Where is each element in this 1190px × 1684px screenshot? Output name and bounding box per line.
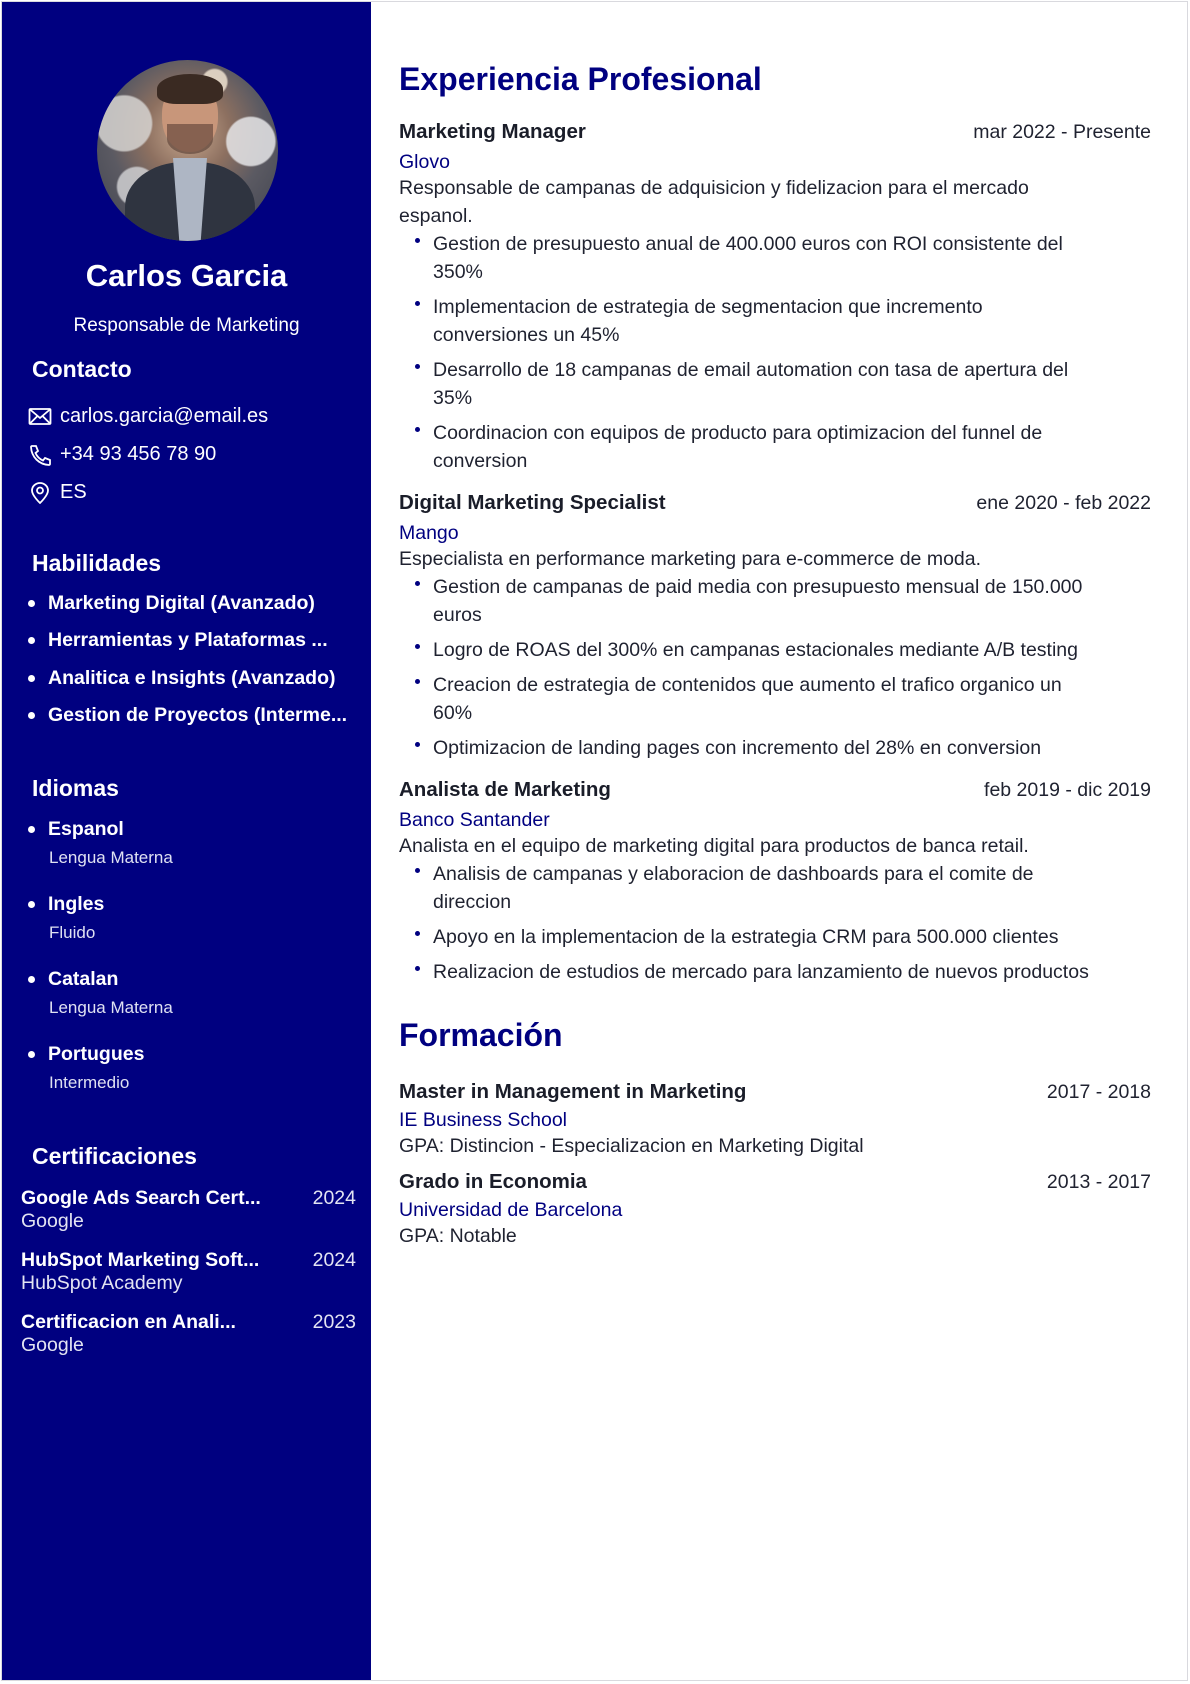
achievement-item: Apoyo en la implementacion de la estrategia CRM para 500.000 clientes <box>413 923 1091 951</box>
job-dates: mar 2022 - Presente <box>973 121 1151 143</box>
bullet-icon <box>28 901 35 908</box>
achievement-item: Coordinacion con equipos de producto para optimizacion del funnel de conversion <box>413 419 1091 475</box>
achievement-item: Implementacion de estrategia de segmentacion que incremento conversiones un 45% <box>413 293 1091 349</box>
job-description: Analista en el equipo de marketing digital para productos de banca retail. <box>399 835 1029 857</box>
education-dates: 2013 - 2017 <box>1046 1171 1151 1193</box>
achievement-list <box>399 230 1151 475</box>
certifications-heading: Certificaciones <box>32 1143 197 1169</box>
phone-icon <box>28 444 52 466</box>
company-name: Mango <box>399 522 459 544</box>
language-level: Intermedio <box>49 1073 130 1092</box>
experience-heading: Experiencia Profesional <box>399 61 762 97</box>
education-note: GPA: Distincion - Especializacion en Marketing Digital <box>399 1135 864 1157</box>
bullet-icon <box>28 1051 35 1058</box>
education-note: GPA: Notable <box>399 1225 517 1247</box>
language-level: Lengua Materna <box>49 998 173 1017</box>
profile-role: Responsable de Marketing <box>73 315 300 336</box>
profile-name: Carlos Garcia <box>85 258 288 293</box>
degree-title: Grado in Economia <box>399 1170 587 1193</box>
education-dates: 2017 - 2018 <box>1046 1081 1151 1103</box>
email-text: carlos.garcia@email.es <box>60 405 269 427</box>
achievement-item: Optimizacion de landing pages con incremento del 28% en conversion <box>413 734 1091 762</box>
job-description: Especialista en performance marketing para e-commerce de moda. <box>399 548 982 570</box>
bullet-icon <box>28 976 35 983</box>
skills-heading: Habilidades <box>32 550 162 576</box>
contact-location <box>28 481 87 504</box>
achievement-item: Analisis de campanas y elaboracion de dashboards para el comite de direccion <box>413 860 1091 916</box>
education-heading: Formación <box>399 1017 563 1053</box>
degree-title: Master in Management in Marketing <box>399 1080 747 1103</box>
certification-item: Google Ads Search Cert... 2024 Google <box>21 1187 356 1232</box>
bullet-icon <box>28 712 35 719</box>
location-pin-icon <box>28 482 52 504</box>
phone-text: +34 93 456 78 90 <box>60 443 217 465</box>
achievement-item: Logro de ROAS del 300% en campanas estacionales mediante A/B testing <box>413 636 1091 664</box>
achievement-item: Gestion de presupuesto anual de 400.000 euros con ROI consistente del 350% <box>413 230 1091 286</box>
skill-item: Gestion de Proyectos (Interme... <box>28 704 347 727</box>
achievement-item: Creacion de estrategia de contenidos que aumento el trafico organico un 60% <box>413 671 1091 727</box>
company-name: Banco Santander <box>399 809 550 831</box>
job-description: Responsable de campanas de adquisicion y fidelizacion para el mercado espanol. <box>399 177 1029 227</box>
resume-page <box>1 1 1188 1681</box>
job-dates: feb 2019 - dic 2019 <box>984 779 1151 801</box>
contact-phone[interactable] <box>28 443 216 466</box>
language-name: Catalan <box>28 968 118 991</box>
language-name: Ingles <box>28 893 104 916</box>
bullet-icon <box>28 675 35 682</box>
achievement-item: Gestion de campanas de paid media con presupuesto mensual de 150.000 euros <box>413 573 1091 629</box>
sidebar <box>2 2 371 1680</box>
skill-item: Analitica e Insights (Avanzado) <box>28 667 336 690</box>
languages-heading: Idiomas <box>32 775 119 801</box>
achievement-item: Desarrollo de 18 campanas de email automation con tasa de apertura del 35% <box>413 356 1091 412</box>
achievement-item: Realizacion de estudios de mercado para lanzamiento de nuevos productos <box>413 958 1091 986</box>
skill-item: Herramientas y Plataformas ... <box>28 629 328 652</box>
location-text: ES <box>60 481 87 503</box>
job-entry <box>399 120 1151 475</box>
language-name: Espanol <box>28 818 124 841</box>
language-name: Portugues <box>28 1043 144 1066</box>
job-dates: ene 2020 - feb 2022 <box>976 492 1151 514</box>
education-entry <box>399 1080 1151 1160</box>
education-entry <box>399 1170 1151 1250</box>
job-title: Analista de Marketing <box>399 778 611 801</box>
certification-item: HubSpot Marketing Soft... 2024 HubSpot Academy <box>21 1249 356 1294</box>
mail-icon <box>28 406 52 428</box>
skill-item: Marketing Digital (Avanzado) <box>28 592 315 615</box>
job-entry <box>399 491 1151 762</box>
bullet-icon <box>28 600 35 607</box>
bullet-icon <box>28 826 35 833</box>
job-title: Digital Marketing Specialist <box>399 491 666 514</box>
certification-item: Certificacion en Anali... 2023 Google <box>21 1311 356 1356</box>
school-name: Universidad de Barcelona <box>399 1199 623 1221</box>
avatar <box>97 60 278 241</box>
company-name: Glovo <box>399 151 450 173</box>
achievement-list <box>399 860 1151 986</box>
contact-email[interactable] <box>28 405 268 428</box>
job-entry <box>399 778 1151 986</box>
language-level: Fluido <box>49 923 96 942</box>
contact-heading: Contacto <box>32 356 132 382</box>
achievement-list <box>399 573 1151 762</box>
bullet-icon <box>28 637 35 644</box>
language-level: Lengua Materna <box>49 848 173 867</box>
job-title: Marketing Manager <box>399 120 586 143</box>
main-content <box>371 2 1187 1680</box>
school-name: IE Business School <box>399 1109 568 1131</box>
